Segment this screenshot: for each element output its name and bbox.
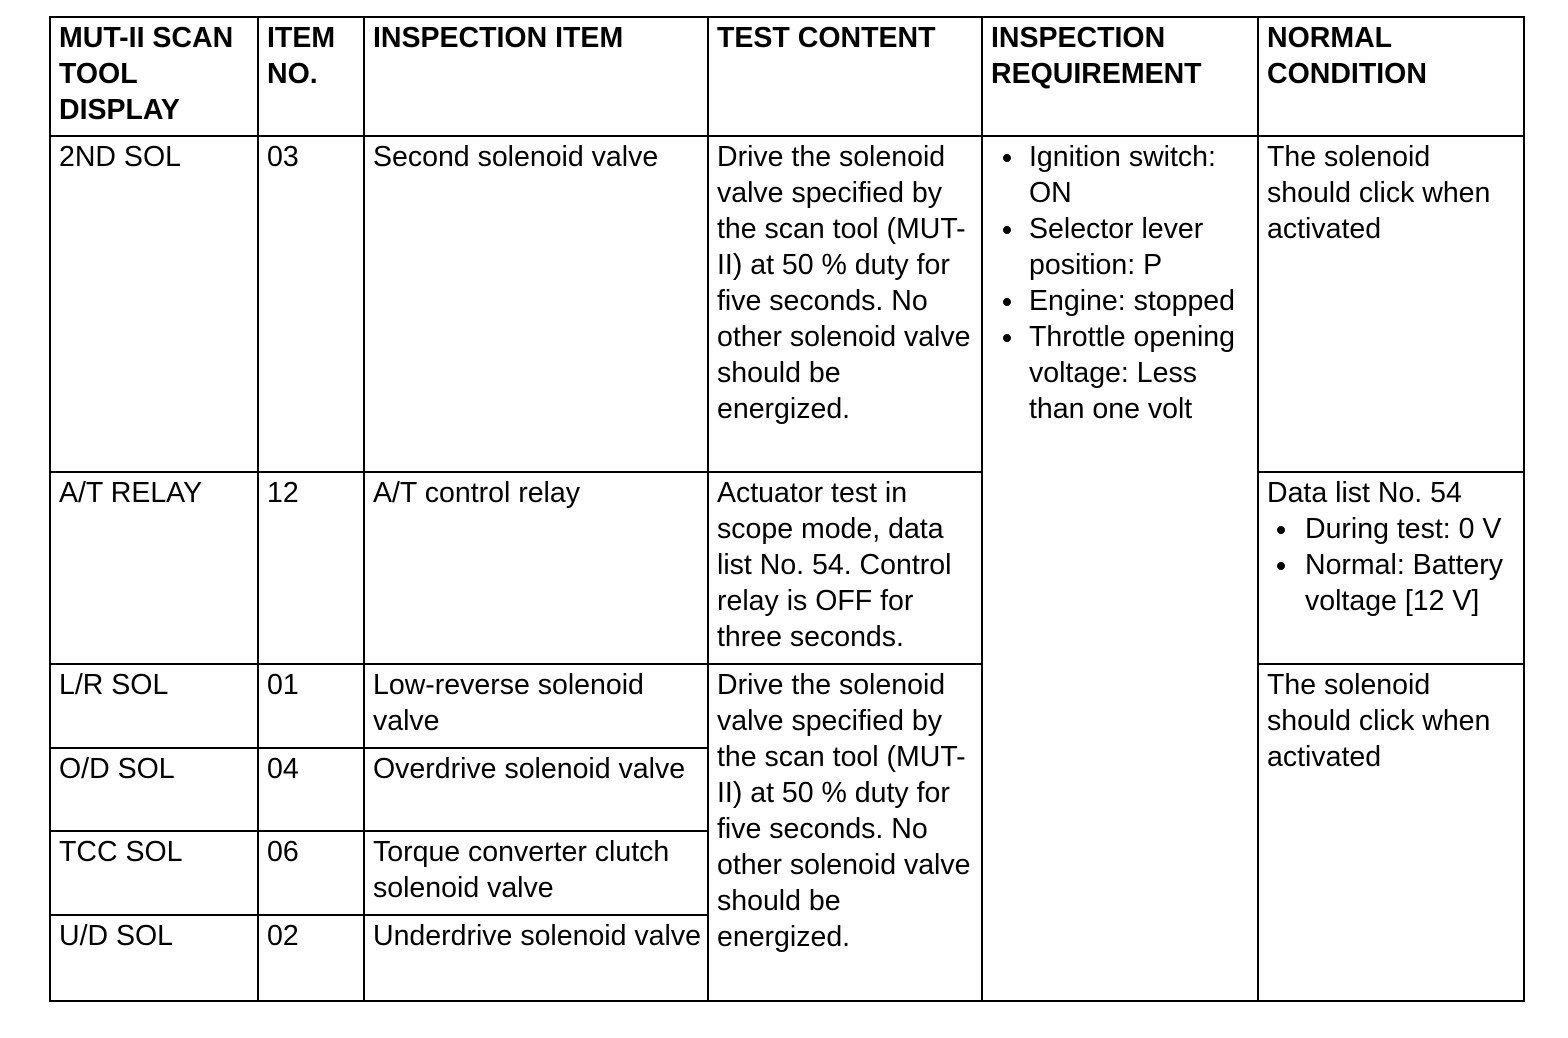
table-row: [50, 472, 1524, 664]
cell-inspection-requirement: [982, 136, 1258, 1001]
cell-item-no: 12: [258, 472, 364, 664]
cell-inspection-item: Second solenoid valve: [364, 136, 708, 472]
cell-item-no: 06: [258, 831, 364, 915]
cell-item-no: 02: [258, 915, 364, 1001]
cell-display: U/D SOL: [50, 915, 258, 1001]
table-row: [50, 664, 1524, 748]
cell-inspection-item: A/T control relay: [364, 472, 708, 664]
cell-display: O/D SOL: [50, 748, 258, 831]
header-display: MUT-II SCAN TOOL DISPLAY: [50, 17, 258, 136]
cell-item-no: 01: [258, 664, 364, 748]
header-inspection-item: INSPECTION ITEM: [364, 17, 708, 136]
list-item: Normal: Battery voltage [12 V]: [1305, 547, 1517, 619]
header-inspection-requirement: INSPECTION REQUIREMENT: [982, 17, 1258, 136]
list-item: During test: 0 V: [1305, 511, 1517, 547]
header-item-no: ITEM NO.: [258, 17, 364, 136]
header-test-content: TEST CONTENT: [708, 17, 982, 136]
cell-test-content-shared: Drive the solenoid valve specified by the scan tool (MUT-II) at 50 % duty for five seconds. No other solenoid valve should be energized.: [708, 664, 982, 1001]
cell-normal-condition-shared: The solenoid should click when activated: [1258, 664, 1524, 1001]
cell-normal-condition: The solenoid should click when activated: [1258, 136, 1524, 472]
cell-inspection-item: Overdrive solenoid valve: [364, 748, 708, 831]
cell-display: TCC SOL: [50, 831, 258, 915]
table-row: [50, 136, 1524, 472]
normal-condition-intro: Data list No. 54: [1267, 477, 1462, 509]
header-row: [50, 17, 1524, 136]
cell-display: 2ND SOL: [50, 136, 258, 472]
header-normal-condition: NORMAL CONDITION: [1258, 17, 1524, 136]
cell-item-no: 03: [258, 136, 364, 472]
normal-condition-list: [1267, 511, 1517, 619]
cell-inspection-item: Low-reverse solenoid valve: [364, 664, 708, 748]
cell-test-content: Drive the solenoid valve specified by the scan tool (MUT-II) at 50 % duty for five seconds. No other solenoid valve should be energized.: [708, 136, 982, 472]
cell-display: L/R SOL: [50, 664, 258, 748]
requirement-list: [991, 139, 1251, 427]
cell-inspection-item: Torque converter clutch solenoid valve: [364, 831, 708, 915]
list-item: Selector lever position: P: [1029, 211, 1251, 283]
list-item: Throttle opening voltage: Less than one volt: [1029, 319, 1251, 427]
cell-test-content: Actuator test in scope mode, data list No. 54. Control relay is OFF for three seconds.: [708, 472, 982, 664]
list-item: Engine: stopped: [1029, 283, 1251, 319]
cell-inspection-item: Underdrive solenoid valve: [364, 915, 708, 1001]
cell-normal-condition: [1258, 472, 1524, 664]
inspection-table: [49, 16, 1525, 1002]
list-item: Ignition switch: ON: [1029, 139, 1251, 211]
cell-item-no: 04: [258, 748, 364, 831]
cell-display: A/T RELAY: [50, 472, 258, 664]
